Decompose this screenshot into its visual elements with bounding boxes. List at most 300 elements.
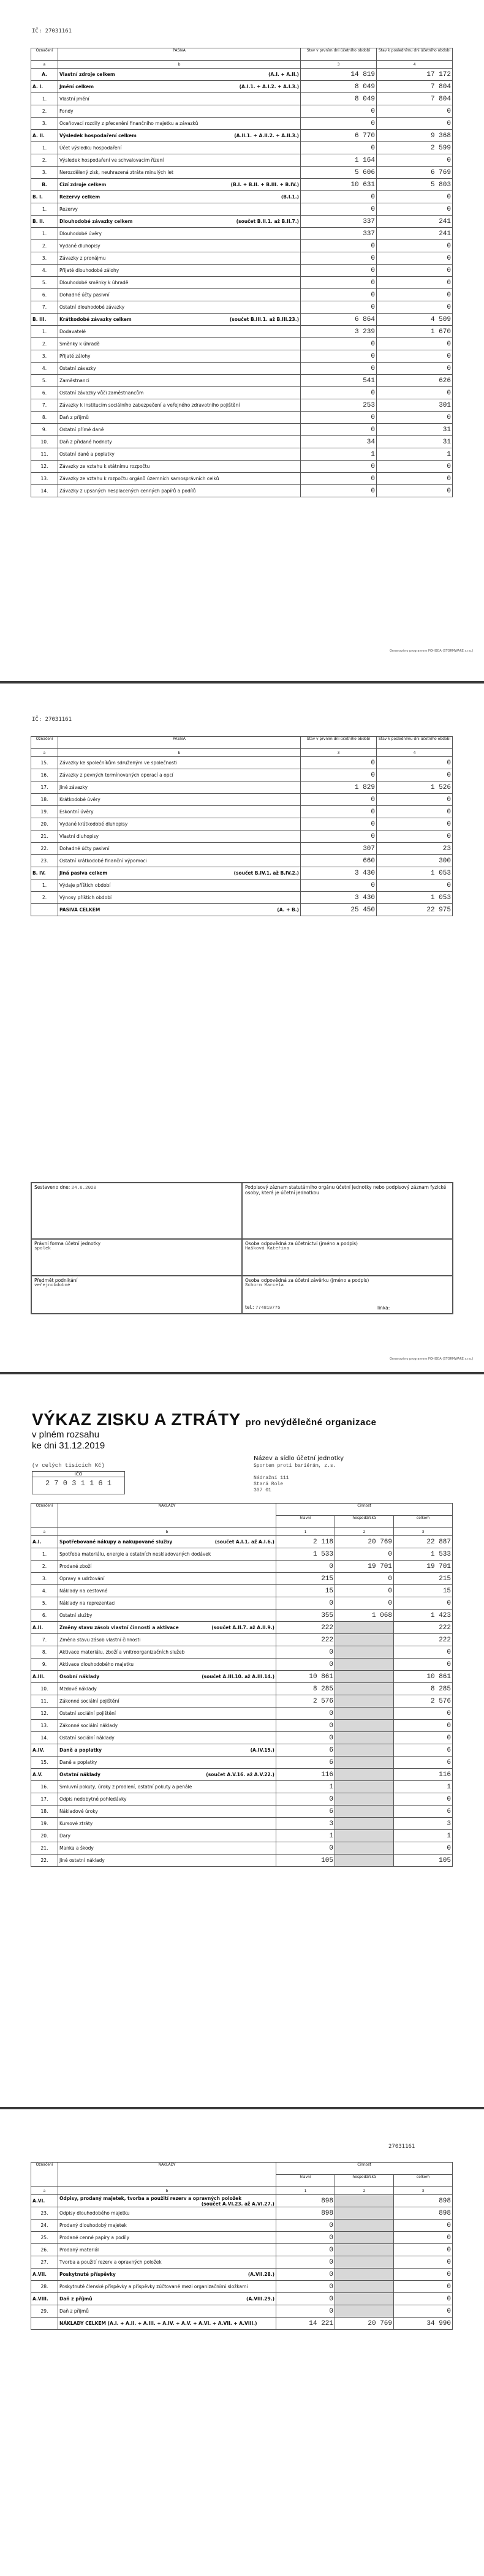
value-main: 6 (276, 1806, 335, 1818)
row-label-text: Vydané dluhopisy (59, 243, 100, 249)
row-label (58, 179, 301, 191)
table-header-row (31, 1504, 453, 1516)
row-code: A.VI. (31, 2195, 58, 2207)
value-current: 0 (301, 240, 377, 252)
row-label-text: Prodané zboží (59, 1564, 92, 1569)
prepared-date-label: Sestaveno dne: (34, 1184, 70, 1190)
value-current: 8 049 (301, 93, 377, 105)
row-code: 13. (31, 473, 58, 485)
value-previous: 0 (377, 105, 453, 118)
table-row (31, 2232, 453, 2244)
value-economic (335, 1622, 394, 1634)
row-code: 1. (31, 326, 58, 338)
row-label-text: Daně a poplatky (59, 1760, 97, 1765)
table-row (31, 2281, 453, 2293)
row-code: 15. (31, 757, 58, 769)
row-code: 12. (31, 461, 58, 473)
row-label (58, 93, 301, 105)
units-note: (v celých tisících Kč) (32, 1463, 105, 1469)
table-row (31, 363, 453, 375)
col-oznaceni: Označení (31, 2163, 58, 2187)
value-total: 0 (394, 1720, 453, 1732)
row-label-text: Závazky z upsaných nesplacených cenných papírů a podílů (59, 488, 196, 494)
row-code: 6. (31, 387, 58, 399)
table-row (31, 448, 453, 461)
value-previous: 31 (377, 436, 453, 448)
value-current: 14 819 (301, 69, 377, 81)
row-code: 16. (31, 769, 58, 781)
value-total: 6 (394, 1757, 453, 1769)
row-code: 9. (31, 424, 58, 436)
value-previous: 0 (377, 363, 453, 375)
table-row (31, 81, 453, 93)
table-row (31, 1806, 453, 1818)
row-code: 23. (31, 2207, 58, 2220)
phone-value: 774819775 (255, 1306, 281, 1311)
idx-b: b (58, 61, 301, 69)
table-row (31, 424, 453, 436)
value-total: 222 (394, 1634, 453, 1646)
value-current: 0 (301, 424, 377, 436)
row-label-text: Dohadné účty pasivní (59, 846, 110, 851)
row-label-text: Ostatní služby (59, 1613, 93, 1618)
value-main: 0 (276, 1708, 335, 1720)
table-row (31, 843, 453, 855)
row-code: 7. (31, 301, 58, 314)
row-label-text: Oceňovací rozdíly z přecenění finančního majetku a závazků (59, 121, 199, 126)
row-label (58, 240, 301, 252)
row-code: B. (31, 179, 58, 191)
costs-table (31, 1503, 453, 1867)
table-index-row (31, 749, 453, 757)
row-code: 1. (31, 142, 58, 154)
value-current: 0 (301, 473, 377, 485)
table-row (31, 69, 453, 81)
table-row (31, 2318, 453, 2330)
row-formula: (A.VIII.29.) (246, 2296, 274, 2302)
value-previous: 1 053 (377, 867, 453, 879)
idx-b: b (58, 1528, 276, 1536)
row-label-text: Prodaný dlouhodobý majetek (59, 2223, 127, 2228)
value-main: 10 861 (276, 1671, 335, 1683)
value-current: 0 (301, 142, 377, 154)
value-main: 116 (276, 1769, 335, 1781)
value-economic (335, 2293, 394, 2305)
value-main: 0 (276, 2220, 335, 2232)
table-row (31, 1585, 453, 1597)
row-label (58, 265, 301, 277)
table-row (31, 1573, 453, 1585)
table-row (31, 1597, 453, 1610)
row-label-text: Eskontní úvěry (59, 809, 94, 815)
liabilities-table (31, 48, 453, 497)
table-row (31, 2220, 453, 2232)
row-label-text: Zákonné sociální náklady (59, 1723, 118, 1728)
row-code: 25. (31, 2232, 58, 2244)
row-code: 7. (31, 1634, 58, 1646)
table-row (31, 1720, 453, 1732)
table-row (31, 289, 453, 301)
table-row (31, 1683, 453, 1695)
row-code: A.IV. (31, 1744, 58, 1757)
report-title (32, 1410, 377, 1429)
row-label-text: Daň z příjmů (59, 415, 89, 420)
row-label (58, 2244, 276, 2256)
value-previous: 1 670 (377, 326, 453, 338)
value-previous: 6 769 (377, 167, 453, 179)
row-label (58, 277, 301, 289)
row-label (58, 301, 301, 314)
value-previous: 0 (377, 806, 453, 818)
row-label-text: Jiné závazky (59, 785, 88, 790)
idx-a: a (31, 61, 58, 69)
row-label (58, 2269, 276, 2281)
legal-form-value: spolek (34, 1246, 51, 1251)
table-row (31, 375, 453, 387)
value-total: 0 (394, 2305, 453, 2318)
value-economic (335, 1806, 394, 1818)
row-label-text: Výsledek hospodaření celkem (59, 133, 137, 138)
value-total: 1 533 (394, 1548, 453, 1561)
value-economic (335, 2256, 394, 2269)
row-code: 17. (31, 1793, 58, 1806)
table-row (31, 473, 453, 485)
row-label (58, 375, 301, 387)
row-label (58, 228, 301, 240)
row-label-text: Závazky z pronájmu (59, 255, 106, 261)
value-previous: 0 (377, 203, 453, 216)
value-previous: 0 (377, 301, 453, 314)
value-current: 337 (301, 216, 377, 228)
col-oznaceni: Označení (31, 1504, 58, 1528)
row-label-text: Jiná pasiva celkem (59, 870, 108, 876)
value-main: 14 221 (276, 2318, 335, 2330)
table-row (31, 1671, 453, 1683)
costs-table-continued (31, 2162, 453, 2330)
row-label-text: Mzdové náklady (59, 1686, 97, 1692)
row-label (58, 1708, 276, 1720)
row-code: 16. (31, 1781, 58, 1793)
row-code: 2. (31, 892, 58, 904)
value-economic (335, 2305, 394, 2318)
table-row (31, 2293, 453, 2305)
value-total: 898 (394, 2207, 453, 2220)
table-row (31, 240, 453, 252)
row-label (58, 1622, 276, 1634)
row-label (58, 2207, 276, 2220)
row-code: B. II. (31, 216, 58, 228)
col-previous: Stav k poslednímu dni účetního období (377, 48, 453, 61)
accountant-value: Hašková Kateřina (245, 1246, 290, 1251)
value-previous: 1 053 (377, 892, 453, 904)
row-code: 18. (31, 794, 58, 806)
row-label-text: Náklady na reprezentaci (59, 1600, 116, 1606)
row-label-text: Ostatní přímé daně (59, 427, 104, 432)
row-code: 3. (31, 118, 58, 130)
row-label (58, 216, 301, 228)
row-label (58, 806, 301, 818)
value-current: 3 430 (301, 892, 377, 904)
row-label (58, 1769, 276, 1781)
row-label (58, 1781, 276, 1793)
row-code: A. (31, 69, 58, 81)
table-row (31, 794, 453, 806)
prepared-date-cell (31, 1183, 242, 1239)
value-main: 222 (276, 1622, 335, 1634)
idx-3: 3 (301, 749, 377, 757)
value-current: 1 164 (301, 154, 377, 167)
value-previous: 0 (377, 277, 453, 289)
value-previous: 22 975 (377, 904, 453, 916)
value-main: 0 (276, 1646, 335, 1659)
row-code: A.V. (31, 1769, 58, 1781)
table-row (31, 2244, 453, 2256)
value-previous: 0 (377, 252, 453, 265)
value-economic (335, 1671, 394, 1683)
table-row (31, 277, 453, 289)
ico-header: IČ: 27031161 (32, 28, 72, 34)
row-label (58, 338, 301, 350)
value-previous: 7 804 (377, 93, 453, 105)
table-row (31, 142, 453, 154)
table-row (31, 252, 453, 265)
value-economic (335, 2232, 394, 2244)
row-label-text: Rezervy celkem (59, 194, 100, 200)
idx-a: a (31, 1528, 58, 1536)
value-economic (335, 1708, 394, 1720)
row-code: 28. (31, 2281, 58, 2293)
col-naklady: NÁKLADY (58, 2163, 276, 2187)
row-code: 4. (31, 363, 58, 375)
row-label (58, 2281, 276, 2293)
value-current: 25 450 (301, 904, 377, 916)
value-current: 3 430 (301, 867, 377, 879)
phone-line (245, 1305, 280, 1311)
row-label (58, 424, 301, 436)
row-label-text: Přijaté zálohy (59, 353, 91, 359)
value-economic (335, 1695, 394, 1708)
row-label (58, 2318, 276, 2330)
row-code: 7. (31, 399, 58, 412)
value-total: 1 (394, 1781, 453, 1793)
value-economic: 0 (335, 1597, 394, 1610)
value-economic (335, 1769, 394, 1781)
row-code: 17. (31, 781, 58, 794)
value-current: 0 (301, 203, 377, 216)
value-total: 0 (394, 2244, 453, 2256)
row-label (58, 1573, 276, 1585)
value-previous: 0 (377, 485, 453, 497)
row-label (58, 350, 301, 363)
row-code: B. I. (31, 191, 58, 203)
row-label-text: Ostatní sociální náklady (59, 1735, 115, 1741)
idx-3: 3 (301, 61, 377, 69)
value-main: 1 (276, 1781, 335, 1793)
organization-label: Název a sídlo účetní jednotky (254, 1455, 344, 1462)
value-current: 10 631 (301, 179, 377, 191)
value-current: 0 (301, 338, 377, 350)
table-row (31, 338, 453, 350)
value-economic (335, 1781, 394, 1793)
table-row (31, 1536, 453, 1548)
row-label (58, 769, 301, 781)
row-label-text: Směnky k úhradě (59, 341, 100, 347)
ico-header: 27031161 (388, 2144, 415, 2150)
value-main: 0 (276, 2256, 335, 2269)
row-label (58, 1597, 276, 1610)
prepared-date-value: 24.6.2020 (71, 1186, 97, 1191)
row-code: 14. (31, 1732, 58, 1744)
value-previous: 626 (377, 375, 453, 387)
table-row (31, 1744, 453, 1757)
row-formula: (součet B.IV.1. až B.IV.2.) (233, 870, 299, 876)
row-label-text: Závazky ze vztahu k rozpočtu orgánů územních samosprávních celků (59, 476, 219, 481)
value-economic (335, 2244, 394, 2256)
value-total: 19 701 (394, 1561, 453, 1573)
row-label-text: Poskytnuté členské příspěvky a příspěvky zúčtované mezi organizačními složkami (59, 2283, 248, 2289)
page-separator (0, 1372, 484, 1374)
row-label (58, 252, 301, 265)
business-subject-cell (31, 1276, 242, 1314)
row-label-text: Jiné ostatní náklady (59, 1858, 105, 1863)
value-main: 0 (276, 2293, 335, 2305)
value-previous: 0 (377, 879, 453, 892)
value-total: 2 576 (394, 1695, 453, 1708)
table-row (31, 1610, 453, 1622)
statement-person-cell (242, 1276, 453, 1314)
value-current: 541 (301, 375, 377, 387)
row-label (58, 1830, 276, 1842)
idx-4: 4 (377, 61, 453, 69)
col-celkem: celkem (394, 2175, 453, 2187)
row-code: A.II. (31, 1622, 58, 1634)
row-label-text: Cizí zdroje celkem (59, 182, 107, 187)
row-label-text: Dlouhodobé úvěry (59, 231, 102, 236)
value-economic (335, 1634, 394, 1646)
row-code: 29. (31, 2305, 58, 2318)
value-total: 222 (394, 1622, 453, 1634)
footnote: Generováno programem POHODA (STORMWARE s.r.o.) (390, 1357, 474, 1361)
report-title-main: VÝKAZ ZISKU A ZTRÁTY (32, 1410, 241, 1429)
value-previous: 0 (377, 412, 453, 424)
row-code: 1. (31, 203, 58, 216)
row-label (58, 1720, 276, 1732)
value-total: 0 (394, 1708, 453, 1720)
row-label (58, 1561, 276, 1573)
value-total: 0 (394, 1597, 453, 1610)
row-label-text: Výdaje příštích období (59, 883, 111, 888)
row-label (58, 154, 301, 167)
row-label-text: Změny stavu zásob vlastní činnosti a aktivace (59, 1625, 179, 1630)
value-total: 0 (394, 2220, 453, 2232)
value-main: 1 (276, 1830, 335, 1842)
value-previous: 9 368 (377, 130, 453, 142)
row-code: 5. (31, 277, 58, 289)
statement-person-value: Schorm Marcela (245, 1283, 284, 1288)
table-row (31, 1659, 453, 1671)
liabilities-table-continued (31, 736, 453, 916)
row-label-text: Smluvní pokuty, úroky z prodlení, ostatní pokuty a penále (59, 1784, 192, 1790)
row-code: 19. (31, 806, 58, 818)
value-previous: 23 (377, 843, 453, 855)
row-label (58, 448, 301, 461)
report-scope: v plném rozsahu (32, 1429, 100, 1440)
table-row (31, 867, 453, 879)
row-label-text: NÁKLADY CELKEM (A.I. + A.II. + A.III. + A.IV. + A.V. + A.VI. + A.VII. + A.VIII.) (59, 2320, 257, 2326)
idx-2: 2 (335, 2187, 394, 2195)
value-previous: 0 (377, 757, 453, 769)
idx-3: 3 (394, 2187, 453, 2195)
row-label-text: Ostatní dlouhodobé závazky (59, 304, 125, 310)
value-economic (335, 1646, 394, 1659)
table-row (31, 769, 453, 781)
table-row (31, 485, 453, 497)
row-label-text: Prodané cenné papíry a podíly (59, 2235, 130, 2240)
table-index-row (31, 61, 453, 69)
row-label-text: Závazky z pevných termínovaných operací a opcí (59, 772, 173, 778)
row-label (58, 326, 301, 338)
row-code: 4. (31, 1585, 58, 1597)
row-label-text: Ostatní závazky vůči zaměstnancům (59, 390, 144, 396)
row-label (58, 1585, 276, 1597)
row-code: 2. (31, 154, 58, 167)
signature-block (31, 1182, 453, 1314)
value-main: 0 (276, 2269, 335, 2281)
value-economic (335, 2220, 394, 2232)
table-row (31, 216, 453, 228)
table-row (31, 1732, 453, 1744)
row-label-text: Náklady na cestovné (59, 1588, 108, 1594)
value-previous: 301 (377, 399, 453, 412)
value-main: 215 (276, 1573, 335, 1585)
col-cinnost: Činnost (276, 2163, 453, 2175)
value-economic (335, 1818, 394, 1830)
value-economic (335, 2281, 394, 2293)
row-label-text: Zákonné sociální pojištění (59, 1698, 119, 1704)
organization-city: Stará Role (254, 1482, 284, 1487)
value-current: 0 (301, 191, 377, 203)
row-label (58, 2305, 276, 2318)
row-label-text: Krátkodobé úvěry (59, 797, 100, 802)
value-current: 0 (301, 387, 377, 399)
row-code: 19. (31, 1818, 58, 1830)
value-current: 0 (301, 105, 377, 118)
value-main: 15 (276, 1585, 335, 1597)
row-label-text: Jmění celkem (59, 84, 94, 89)
table-row (31, 191, 453, 203)
value-economic: 20 769 (335, 2318, 394, 2330)
value-total: 0 (394, 1842, 453, 1855)
row-label (58, 167, 301, 179)
value-current: 0 (301, 350, 377, 363)
table-row (31, 154, 453, 167)
value-total: 6 (394, 1806, 453, 1818)
value-current: 6 770 (301, 130, 377, 142)
row-label (58, 105, 301, 118)
row-label (58, 1806, 276, 1818)
value-economic (335, 2207, 394, 2220)
row-label (58, 2232, 276, 2244)
row-label-text: Daň z příjmů (59, 2296, 93, 2302)
value-main: 0 (276, 2244, 335, 2256)
row-label (58, 843, 301, 855)
table-row (31, 1634, 453, 1646)
row-formula: (součet A.I.1. až A.I.6.) (214, 1539, 274, 1545)
row-code: 21. (31, 830, 58, 843)
row-code: 8. (31, 412, 58, 424)
row-label (58, 2256, 276, 2269)
row-label (58, 485, 301, 497)
